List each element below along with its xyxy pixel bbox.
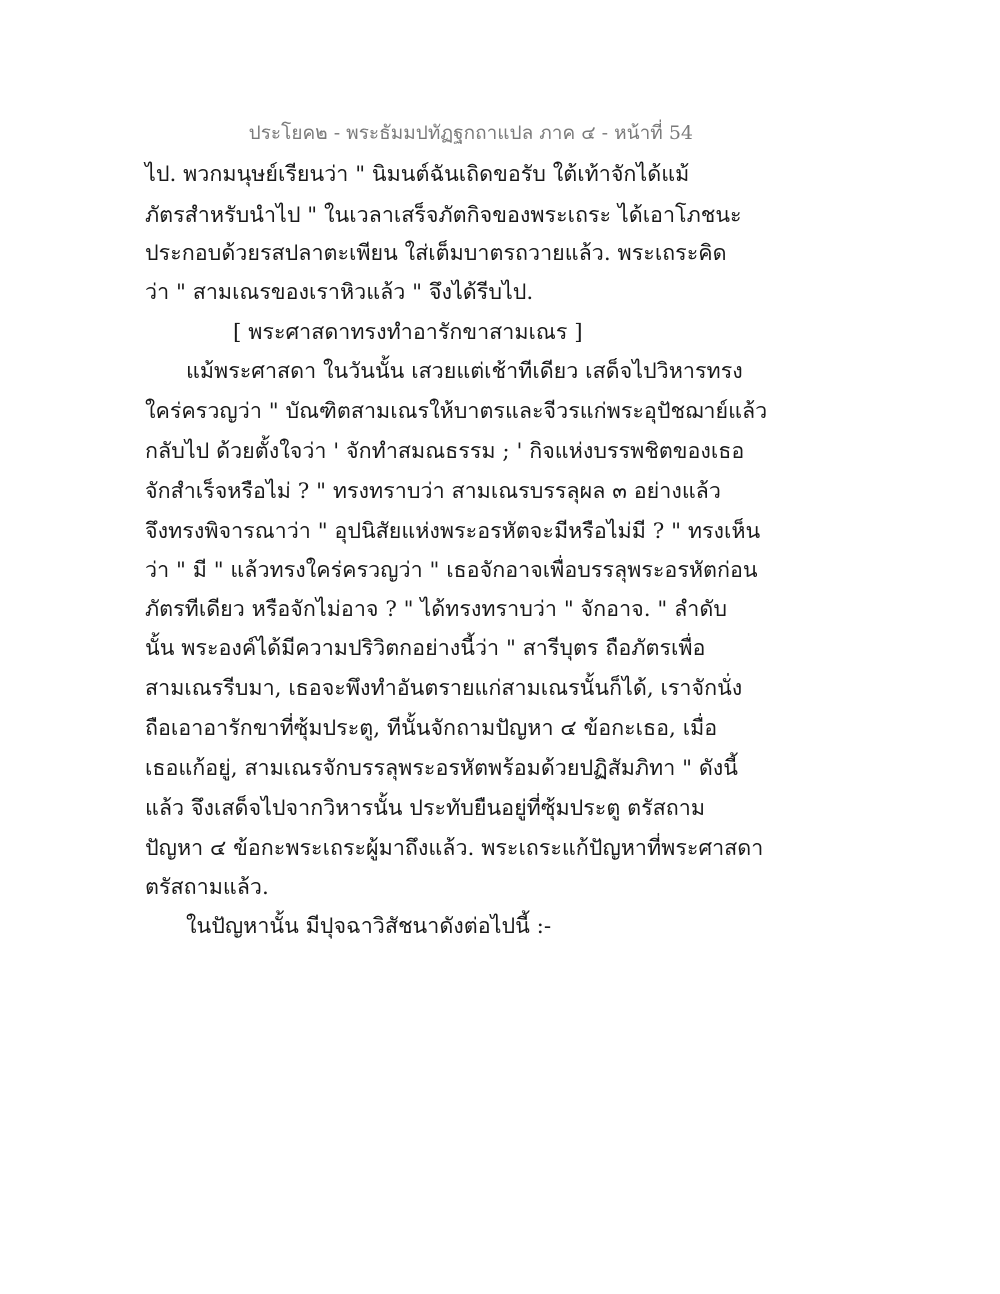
text-line: ประกอบด้วยรสปลาตะเพียน ใส่เต็มบาตรถวายแล้ว. พระเถระคิด xyxy=(145,241,727,266)
text-line: ถือเอาอารักขาที่ซุ้มประตู, ทีนั้นจักถามปัญหา ๔ ข้อกะเธอ, เมื่อ xyxy=(145,716,718,741)
text-line: เธอแก้อยู่, สามเณรจักบรรลุพระอรหัตพร้อมด้วยปฏิสัมภิทา " ดังนี้ xyxy=(145,756,738,781)
text-line: แล้ว จึงเสด็จไปจากวิหารนั้น ประทับยืนอยู่ที่ซุ้มประตู ตรัสถาม xyxy=(145,796,706,821)
text-line: ปัญหา ๔ ข้อกะพระเถระผู้มาถึงแล้ว. พระเถระแก้ปัญหาที่พระศาสดา xyxy=(145,836,764,861)
running-header: ประโยค๒ - พระธัมมปทัฏฐกถาแปล ภาค ๔ - หน้าที่ 54 xyxy=(248,122,693,144)
text-line: สามเณรรีบมา, เธอจะพึงทำอันตรายแก่สามเณรนั้นก็ได้, เราจักนั่ง xyxy=(145,676,743,701)
paragraph-first-line: ในปัญหานั้น มีปุจฉาวิสัชนาดังต่อไปนี้ :- xyxy=(186,914,552,939)
section-heading: [ พระศาสดาทรงทำอารักขาสามเณร ] xyxy=(233,320,583,345)
text-line: ภัตรสำหรับนำไป " ในเวลาเสร็จภัตกิจของพระเถระ ได้เอาโภชนะ xyxy=(145,203,742,228)
text-line: จักสำเร็จหรือไม่ ? " ทรงทราบว่า สามเณรบรรลุผล ๓ อย่างแล้ว xyxy=(145,479,721,504)
text-line: จึงทรงพิจารณาว่า " อุปนิสัยแห่งพระอรหัตจะมีหรือไม่มี ? " ทรงเห็น xyxy=(145,519,761,544)
text-line: ใคร่ครวญว่า " บัณฑิตสามเณรให้บาตรและจีวรแก่พระอุปัชฌาย์แล้ว xyxy=(145,399,768,424)
text-line: กลับไป ด้วยตั้งใจว่า ' จักทำสมณธรรม ; ' กิจแห่งบรรพชิตของเธอ xyxy=(145,439,745,464)
text-line: ว่า " สามเณรของเราหิวแล้ว " จึงได้รีบไป. xyxy=(145,280,534,305)
text-line: ไป. พวกมนุษย์เรียนว่า " นิมนต์ฉันเถิดขอรับ ใต้เท้าจักได้แม้ xyxy=(145,162,690,187)
text-line: ว่า " มี " แล้วทรงใคร่ครวญว่า " เธอจักอาจเพื่อบรรลุพระอรหัตก่อน xyxy=(145,558,758,583)
text-line: ภัตรทีเดียว หรือจักไม่อาจ ? " ได้ทรงทราบว่า " จักอาจ. " ลำดับ xyxy=(145,597,727,622)
paragraph-first-line: แม้พระศาสดา ในวันนั้น เสวยแต่เช้าทีเดียว เสด็จไปวิหารทรง xyxy=(186,359,743,384)
text-line: ตรัสถามแล้ว. xyxy=(145,875,269,900)
text-line: นั้น พระองค์ได้มีความปริวิตกอย่างนี้ว่า " สารีบุตร ถือภัตรเพื่อ xyxy=(145,636,706,661)
